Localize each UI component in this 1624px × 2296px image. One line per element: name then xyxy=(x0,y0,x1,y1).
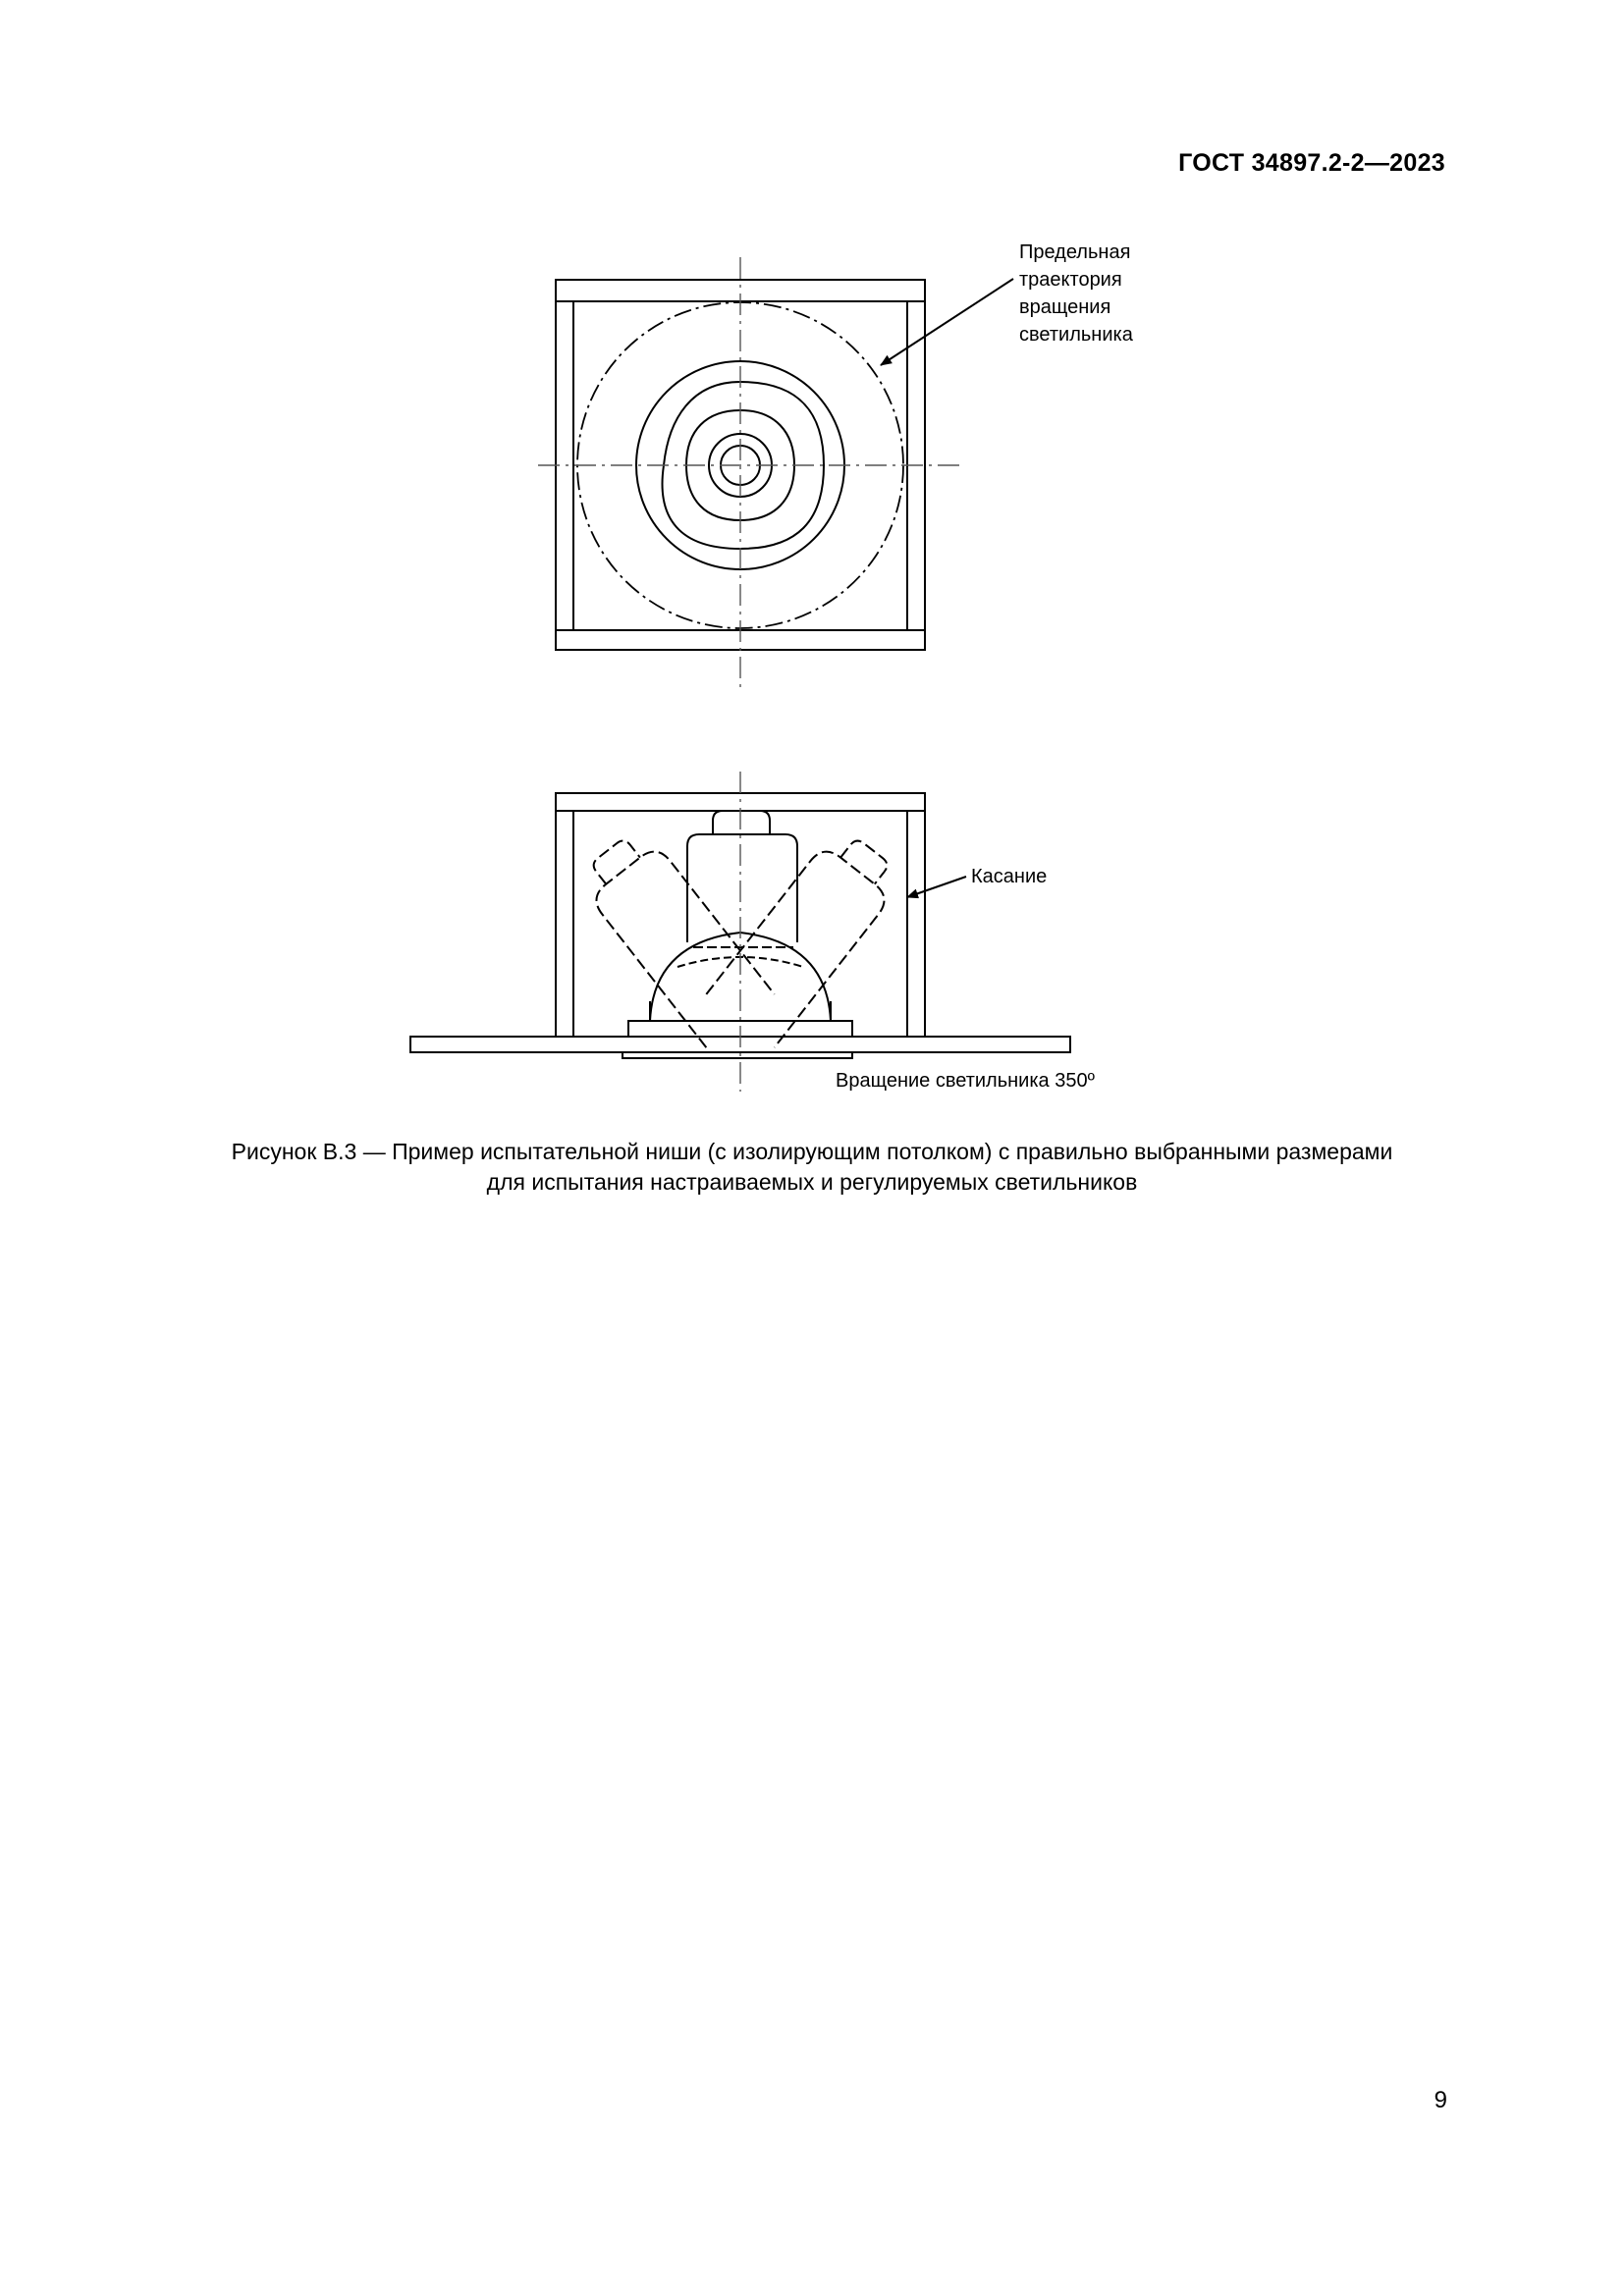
side-view xyxy=(410,772,1070,1092)
board-recess xyxy=(623,1052,852,1058)
trajectory-leader-arrow xyxy=(881,279,1013,365)
caption-line-1: Рисунок В.3 — Пример испытательной ниши (с изолирующим потолком) с правильно выбранными размерами xyxy=(231,1139,1393,1164)
tilted-luminaire-left xyxy=(573,825,775,1048)
tilted-luminaire-right xyxy=(706,825,907,1048)
rotation-label: Вращение светильника 350º xyxy=(836,1070,1095,1092)
document-header: ГОСТ 34897.2-2—2023 xyxy=(1178,149,1445,177)
luminaire-top-cap xyxy=(713,811,770,834)
test-niche-figure xyxy=(0,0,1624,1109)
trajectory-label: Предельная траектория вращения светильника xyxy=(1019,241,1133,346)
caption-line-2: для испытания настраиваемых и регулируемых светильников xyxy=(486,1169,1138,1195)
touch-label: Касание xyxy=(971,866,1048,887)
top-view xyxy=(538,257,960,689)
page-number: 9 xyxy=(1434,2087,1447,2113)
touch-leader-arrow xyxy=(907,877,966,897)
luminaire-body xyxy=(687,834,797,942)
figure-caption xyxy=(0,1137,1624,1198)
